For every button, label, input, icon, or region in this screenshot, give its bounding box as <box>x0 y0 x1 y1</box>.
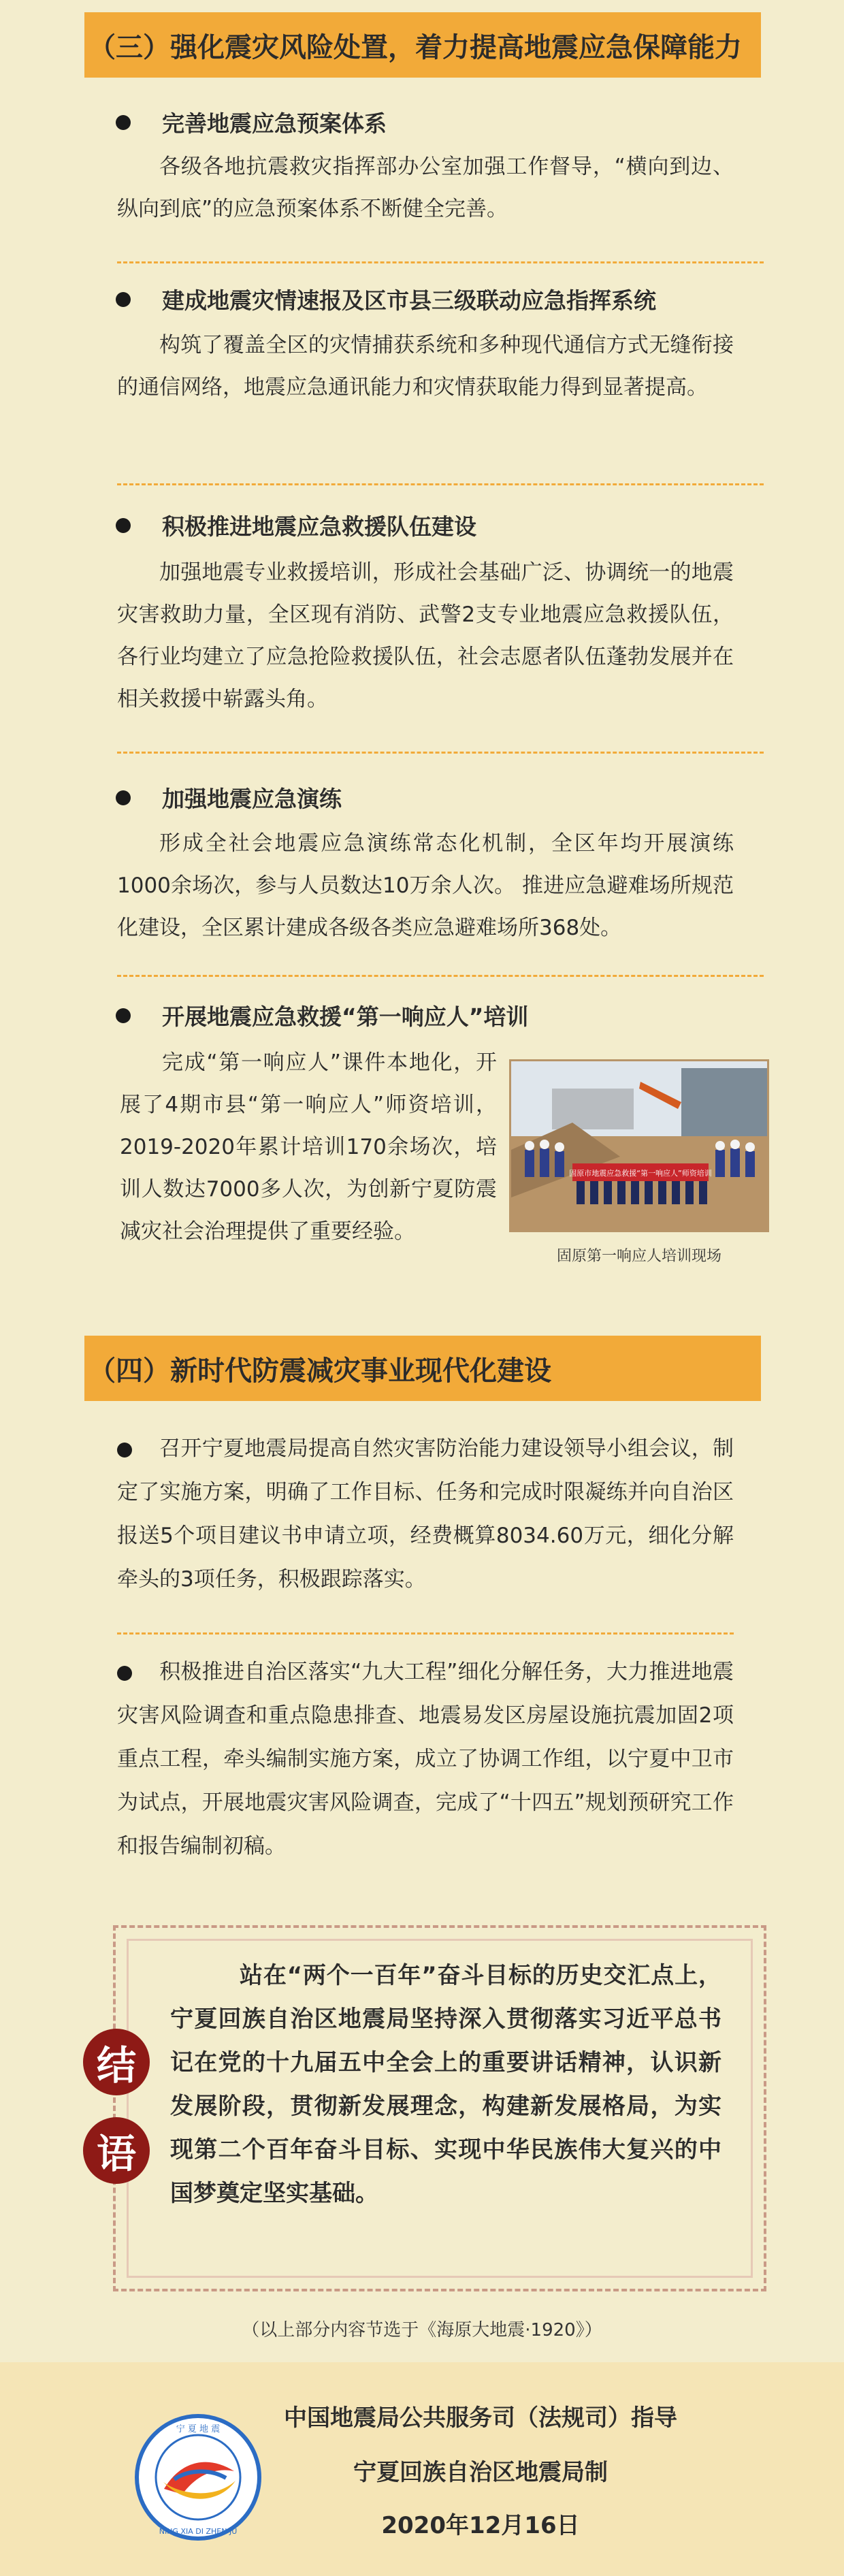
photo-caption: 固原第一响应人培训现场 <box>556 1248 721 1265</box>
section4-item-text: 召开宁夏地震局提高自然灾害防治能力建设领导小组会议，制定了实施方案，明确了工作目标、任务和完成时限凝练并向自治区报送5个项目建议书申请立项，经费概算8034.60万元，细化分解牵头的3项任务，积极跟踪落实。 <box>117 1436 734 1592</box>
bullet-icon <box>116 292 131 307</box>
logo-top-text: 宁 夏 地 震 <box>176 2424 221 2434</box>
section4-item <box>117 1427 734 1601</box>
item-title <box>116 283 656 315</box>
logo-bottom-text: NING XIA DI ZHEN JU <box>159 2527 238 2536</box>
photo-banner-text: 固原市地震应急救援“第一响应人”师资培训 <box>569 1169 712 1178</box>
bullet-icon <box>116 518 131 533</box>
footer-guidance: 中国地震局公共服务司（法规司）指导 <box>284 2404 677 2432</box>
training-photo <box>509 1059 769 1232</box>
ningxia-earthquake-logo <box>133 2413 263 2542</box>
bullet-icon <box>117 1666 132 1681</box>
item-title-text: 建成地震灾情速报及区市县三级联动应急指挥系统 <box>162 287 656 314</box>
section4-item-text: 积极推进自治区落实“九大工程”细化分解任务，大力推进地震灾害风险调查和重点隐患排查、地震易发区房屋设施抗震加固2项重点工程，牵头编制实施方案，成立了协调工作组，以宁夏中卫市为试点，开展地震灾害风险调查，完成了“十四五”规划预研究工作和报告编制初稿。 <box>117 1660 734 1858</box>
item-title <box>116 782 342 814</box>
item-title <box>116 509 476 541</box>
section4-item <box>117 1650 734 1868</box>
item-body: 完成“第一响应人”课件本地化，开展了4期市县“第一响应人”师资培训，2019-2020年累计培训170余场次，培训人数达7000多人次，为创新宁夏防震减灾社会治理提供了重要经验。 <box>120 1050 497 1244</box>
section4-banner: （四）新时代防震减灾事业现代化建设 <box>84 1336 761 1401</box>
divider <box>117 483 764 485</box>
bullet-icon <box>116 790 131 805</box>
divider <box>117 261 764 263</box>
divider <box>117 975 764 977</box>
item-title-text: 积极推进地震应急救援队伍建设 <box>162 513 476 540</box>
item-title-text: 加强地震应急演练 <box>162 786 342 812</box>
divider <box>117 752 764 754</box>
item-title <box>116 999 528 1031</box>
bullet-icon <box>117 1443 132 1458</box>
divider <box>117 1632 734 1635</box>
item-title-text: 开展地震应急救援“第一响应人”培训 <box>162 1003 529 1030</box>
source-note: （以上部分内容节选于《海原大地震·1920》） <box>242 2320 602 2340</box>
item-body: 各级各地抗震救灾指挥部办公室加强工作督导，“横向到边、纵向到底”的应急预案体系不断健全完善。 <box>117 155 734 221</box>
item-body: 构筑了覆盖全区的灾情捕获系统和多种现代通信方式无缝衔接的通信网络，地震应急通讯能力和灾情获取能力得到显著提高。 <box>117 333 734 400</box>
item-title <box>116 106 387 138</box>
bullet-icon <box>116 1008 131 1023</box>
item-body: 形成全社会地震应急演练常态化机制，全区年均开展演练1000余场次，参与人员数达10万余人次。 推进应急避难场所规范化建设，全区累计建成各级各类应急避难场所368处。 <box>117 831 734 940</box>
seal-yu: 语 <box>83 2117 150 2184</box>
section3-banner: （三）强化震灾风险处置，着力提高地震应急保障能力 <box>84 12 761 78</box>
conclusion-text: 站在“两个一百年”奋斗目标的历史交汇点上，宁夏回族自治区地震局坚持深入贯彻落实习近平总书记在党的十九届五中全会上的重要讲话精神，认识新发展阶段，贯彻新发展理念，构建新发展格局，为实现第二个百年奋斗目标、实现中华民族伟大复兴的中国梦奠定坚实基础。 <box>170 1962 721 2207</box>
item-body: 加强地震专业救援培训，形成社会基础广泛、协调统一的地震灾害救助力量，全区现有消防、武警2支专业地震应急救援队伍，各行业均建立了应急抢险救援队伍，社会志愿者队伍蓬勃发展并在相关救援中崭露头角。 <box>117 560 734 711</box>
item-title-text: 完善地震应急预案体系 <box>162 110 387 137</box>
bullet-icon <box>116 115 131 130</box>
footer-date: 2020年12月16日 <box>381 2512 580 2539</box>
training-photo-image <box>511 1061 767 1230</box>
seal-jie: 结 <box>83 2029 150 2095</box>
footer-producer: 宁夏回族自治区地震局制 <box>353 2459 608 2486</box>
